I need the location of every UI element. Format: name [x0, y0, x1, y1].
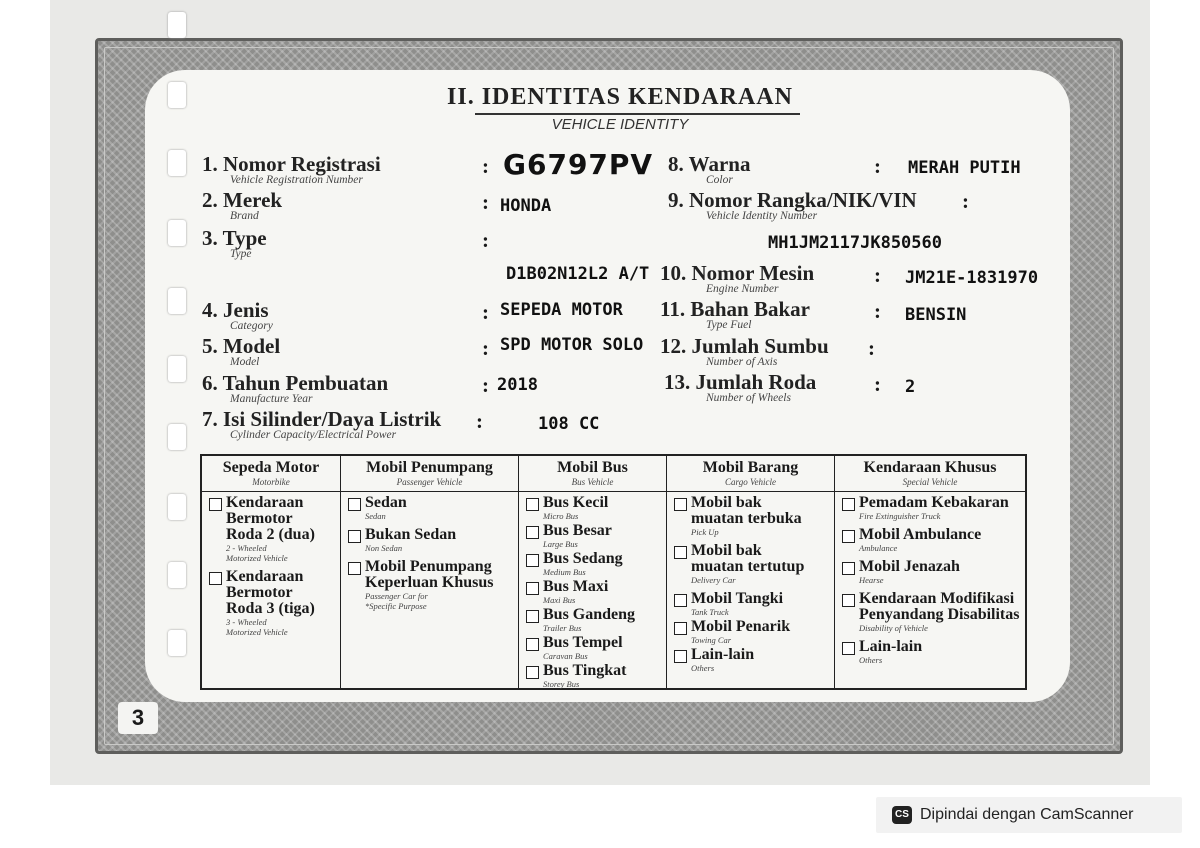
binding-hole: [168, 630, 186, 656]
vin-value: MH1JM2117JK850560: [768, 233, 942, 253]
category-option: [674, 495, 830, 537]
fuel-value: BENSIN: [905, 305, 967, 325]
camscanner-watermark: [876, 797, 1182, 833]
checkbox[interactable]: [526, 610, 539, 623]
binding-hole: [168, 356, 186, 382]
wheels-label: 13. Jumlah Roda: [664, 370, 817, 394]
colon: :: [868, 336, 875, 360]
option-label: Kendaraan Modifikasi Penyandang Disabilitas: [859, 590, 1020, 623]
colon: :: [482, 300, 489, 324]
checkbox[interactable]: [348, 530, 361, 543]
year-sublabel: Manufacture Year: [230, 393, 313, 405]
option-sublabel: Others: [691, 663, 715, 673]
color-value: MERAH PUTIH: [908, 158, 1021, 178]
category-option: [526, 663, 662, 689]
category-option: [842, 639, 1021, 665]
colon: :: [482, 228, 489, 252]
page-number: 3: [118, 702, 158, 734]
option-sublabel: Pick Up: [691, 527, 719, 537]
category-option: [348, 527, 514, 553]
colon: :: [874, 154, 881, 178]
colon: :: [962, 189, 969, 213]
checkbox[interactable]: [209, 498, 222, 511]
checkbox[interactable]: [674, 622, 687, 635]
option-sublabel: 3 - Wheeled Motorized Vehicle: [226, 617, 288, 637]
checkbox[interactable]: [674, 594, 687, 607]
binding-hole: [168, 562, 186, 588]
title-underline: [475, 113, 800, 115]
checkbox[interactable]: [842, 562, 855, 575]
engine-label: 10. Nomor Mesin: [660, 261, 815, 285]
registration-sublabel: Vehicle Registration Number: [230, 174, 363, 186]
category-header: [519, 456, 666, 492]
brand-value: HONDA: [500, 196, 552, 216]
vin-sublabel: Vehicle Identity Number: [706, 210, 818, 222]
category-option: [842, 559, 1021, 585]
registration-label: 1. Nomor Registrasi: [202, 152, 381, 176]
option-label: Mobil Ambulance: [859, 526, 982, 543]
colon: :: [476, 409, 483, 433]
checkbox[interactable]: [526, 582, 539, 595]
option-label: Mobil bak muatan terbuka: [691, 494, 802, 527]
category-column: [835, 456, 1025, 688]
option-label: Bus Tingkat: [543, 662, 627, 679]
option-sublabel: Hearse: [859, 575, 884, 585]
checkbox[interactable]: [526, 666, 539, 679]
category-option: [348, 495, 514, 521]
option-sublabel: 2 - Wheeled Motorized Vehicle: [226, 543, 288, 563]
cylinder-label: 7. Isi Silinder/Daya Listrik: [202, 407, 442, 431]
checkbox[interactable]: [526, 498, 539, 511]
option-label: Pemadam Kebakaran: [859, 494, 1009, 511]
model-value: SPD MOTOR SOLO: [500, 335, 644, 355]
brand-sublabel: Brand: [230, 210, 259, 222]
category-title: Sepeda Motor: [222, 459, 320, 476]
model-sublabel: Model: [230, 356, 260, 368]
colon: :: [874, 372, 881, 396]
binding-hole: [168, 12, 186, 38]
option-sublabel: Micro Bus: [543, 511, 579, 521]
option-sublabel: Delivery Car: [691, 575, 736, 585]
option-sublabel: Ambulance: [859, 543, 898, 553]
axles-sublabel: Number of Axis: [706, 356, 778, 368]
option-label: Mobil Tangki: [691, 590, 784, 607]
option-label: Bus Sedang: [543, 550, 623, 567]
category-option: [842, 527, 1021, 553]
category-value: SEPEDA MOTOR: [500, 300, 623, 320]
category-subtitle: Passenger Vehicle: [396, 477, 463, 487]
option-sublabel: Fire Extinguisher Truck: [859, 511, 941, 521]
option-label: Mobil Penumpang Keperluan Khusus: [365, 558, 494, 591]
wheels-value: 2: [905, 377, 916, 397]
option-label: Bus Kecil: [543, 494, 609, 511]
option-sublabel: Sedan: [365, 511, 386, 521]
option-label: Bus Maxi: [543, 578, 609, 595]
option-sublabel: Medium Bus: [543, 567, 586, 577]
engine-value: JM21E-1831970: [905, 268, 1039, 288]
checkbox[interactable]: [674, 546, 687, 559]
option-label: Mobil Penarik: [691, 618, 791, 635]
option-sublabel: Towing Car: [691, 635, 732, 645]
colon: :: [482, 154, 489, 178]
colon: :: [874, 299, 881, 323]
brand-label: 2. Merek: [202, 188, 283, 212]
option-label: Kendaraan Bermotor Roda 3 (tiga): [226, 568, 315, 617]
category-option: [674, 543, 830, 585]
option-sublabel: Others: [859, 655, 883, 665]
category-option: [674, 591, 830, 617]
category-option: [209, 495, 336, 563]
binding-hole: [168, 82, 186, 108]
category-option: [842, 495, 1021, 521]
option-label: Mobil bak muatan tertutup: [691, 542, 805, 575]
binding-hole: [168, 220, 186, 246]
option-sublabel: Disability of Vehicle: [859, 623, 928, 633]
option-label: Bukan Sedan: [365, 526, 457, 543]
category-header: [202, 456, 340, 492]
option-label: Bus Tempel: [543, 634, 623, 651]
category-title: Mobil Barang: [702, 459, 799, 476]
category-header: [835, 456, 1025, 492]
option-sublabel: Maxi Bus: [543, 595, 576, 605]
category-sublabel: Category: [230, 320, 273, 332]
cylinder-sublabel: Cylinder Capacity/Electrical Power: [230, 429, 397, 441]
option-label: Bus Gandeng: [543, 606, 636, 623]
checkbox[interactable]: [526, 526, 539, 539]
option-sublabel: Storey Bus: [543, 679, 580, 689]
section-subtitle: VEHICLE IDENTITY: [551, 116, 689, 133]
vehicle-category-table: [200, 454, 1027, 690]
category-option: [526, 551, 662, 577]
camscanner-logo-icon: CS: [892, 806, 912, 824]
color-label: 8. Warna: [668, 152, 751, 176]
color-sublabel: Color: [706, 174, 733, 186]
category-header: [341, 456, 518, 492]
option-label: Lain-lain: [691, 646, 755, 663]
category-title: Mobil Bus: [557, 459, 628, 476]
year-value: 2018: [497, 375, 538, 395]
category-option: [674, 619, 830, 645]
checkbox[interactable]: [674, 498, 687, 511]
category-column: [667, 456, 835, 688]
type-value: D1B02N12L2 A/T: [506, 264, 650, 284]
checkbox[interactable]: [842, 594, 855, 607]
colon: :: [482, 336, 489, 360]
category-option: [526, 495, 662, 521]
option-label: Bus Besar: [543, 522, 612, 539]
option-label: Mobil Jenazah: [859, 558, 960, 575]
checkbox[interactable]: [526, 554, 539, 567]
category-option: [526, 635, 662, 661]
type-sublabel: Type: [230, 248, 252, 260]
checkbox[interactable]: [842, 498, 855, 511]
colon: :: [874, 263, 881, 287]
category-label: 4. Jenis: [202, 298, 269, 322]
category-header: [667, 456, 834, 492]
checkbox[interactable]: [209, 572, 222, 585]
colon: :: [482, 373, 489, 397]
category-option: [842, 591, 1021, 633]
vin-label: 9. Nomor Rangka/NIK/VIN: [668, 188, 917, 212]
option-label: Lain-lain: [859, 638, 923, 655]
option-sublabel: Non Sedan: [365, 543, 403, 553]
category-option: [674, 647, 830, 673]
category-option: [348, 559, 514, 611]
option-sublabel: Passenger Car for *Specific Purpose: [365, 591, 428, 611]
checkbox[interactable]: [842, 530, 855, 543]
axles-label: 12. Jumlah Sumbu: [660, 334, 829, 358]
binding-hole: [168, 424, 186, 450]
category-option: [526, 579, 662, 605]
registration-value: G6797PV: [503, 148, 654, 181]
checkbox[interactable]: [842, 642, 855, 655]
category-subtitle: Motorbike: [252, 477, 290, 487]
checkbox[interactable]: [526, 638, 539, 651]
category-subtitle: Bus Vehicle: [571, 477, 614, 487]
category-option: [526, 523, 662, 549]
section-title: II. IDENTITAS KENDARAAN: [447, 84, 793, 110]
category-column: [202, 456, 341, 688]
option-sublabel: Trailer Bus: [543, 623, 582, 633]
type-label: 3. Type: [202, 226, 267, 250]
category-subtitle: Special Vehicle: [902, 477, 958, 487]
year-label: 6. Tahun Pembuatan: [202, 371, 389, 395]
fuel-label: 11. Bahan Bakar: [660, 297, 810, 321]
option-sublabel: Caravan Bus: [543, 651, 588, 661]
checkbox[interactable]: [348, 562, 361, 575]
option-sublabel: Tank Truck: [691, 607, 729, 617]
binding-hole: [168, 494, 186, 520]
engine-sublabel: Engine Number: [706, 283, 779, 295]
wheels-sublabel: Number of Wheels: [706, 392, 791, 404]
colon: :: [482, 190, 489, 214]
option-label: Sedan: [365, 494, 407, 511]
category-title: Kendaraan Khusus: [863, 459, 997, 476]
option-sublabel: Large Bus: [543, 539, 578, 549]
binding-hole: [168, 288, 186, 314]
checkbox[interactable]: [348, 498, 361, 511]
category-option: [209, 569, 336, 637]
checkbox[interactable]: [674, 650, 687, 663]
camscanner-text: Dipindai dengan CamScanner: [920, 806, 1134, 823]
cylinder-value: 108 CC: [538, 414, 600, 434]
category-title: Mobil Penumpang: [366, 459, 493, 476]
category-column: [519, 456, 667, 688]
binding-hole: [168, 150, 186, 176]
model-label: 5. Model: [202, 334, 281, 358]
category-subtitle: Cargo Vehicle: [725, 477, 776, 487]
fuel-sublabel: Type Fuel: [706, 319, 752, 331]
category-column: [341, 456, 519, 688]
category-option: [526, 607, 662, 633]
option-label: Kendaraan Bermotor Roda 2 (dua): [226, 494, 315, 543]
